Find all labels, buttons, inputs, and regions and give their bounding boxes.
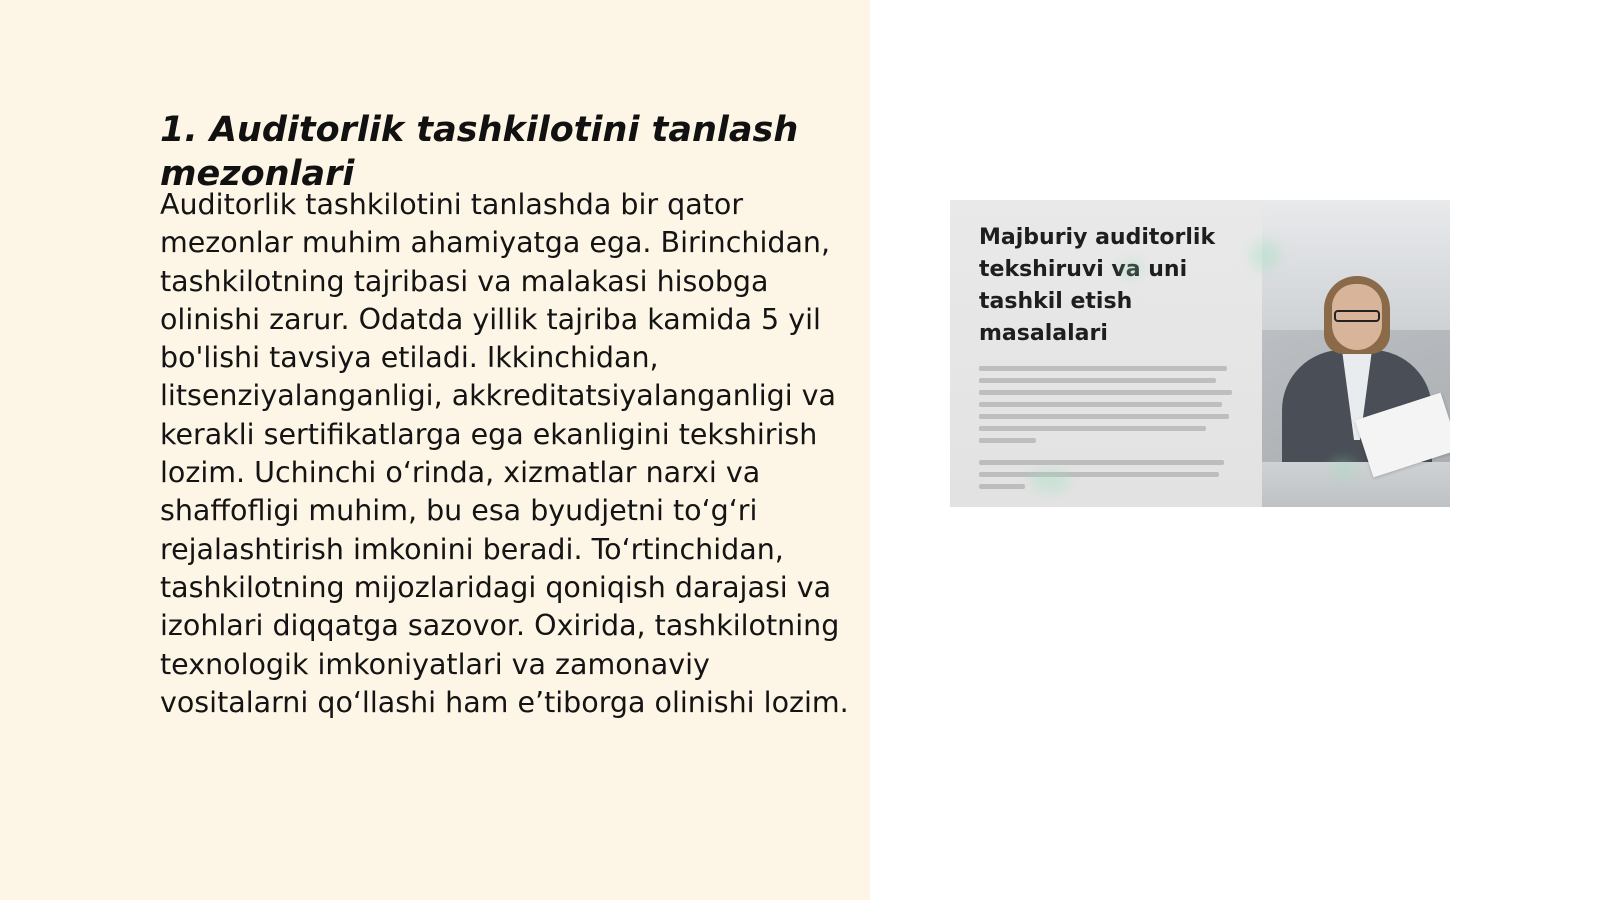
image-blurred-paragraphs bbox=[979, 366, 1237, 496]
slide-title: 1. Auditorlik tashkilotini tanlash mezonlari bbox=[160, 110, 799, 194]
slide-body-text: Auditorlik tashkilotini tanlashda bir qator mezonlar muhim ahamiyatga ega. Birinchidan, tashkilotning tajribasi va malakasi hisobga olinishi zarur. Odatda yillik tajriba kamida 5 yil bo'lishi tavsiya etiladi. Ikkinchidan, litsenziyalanganligi, akkreditatsiyalanganligi va kerakli sertifikatlarga ega ekanligini tekshirish lozim. Uchinchi o‘rinda, xizmatlar narxi va shaffofligi muhim, bu esa byudjetni to‘g‘ri rejalashtirish imkonini beradi. To‘rtinchidan, tashkilotning mijozlaridagi qoniqish darajasi va izohlari diqqatga sazovor. Oxirida, tashkilotning texnologik imkoniyatlari va zamonaviy vositalarni qo‘llashi ham e’tiborga olinishi lozim. bbox=[160, 188, 849, 719]
image-title: Majburiy auditorlik tekshiruvi va uni tashkil etish masalalari bbox=[979, 225, 1216, 346]
image-photo-businessman bbox=[1262, 200, 1450, 507]
glasses-icon bbox=[1334, 310, 1380, 322]
slide-image bbox=[950, 200, 1450, 507]
image-text-area bbox=[950, 200, 1262, 507]
